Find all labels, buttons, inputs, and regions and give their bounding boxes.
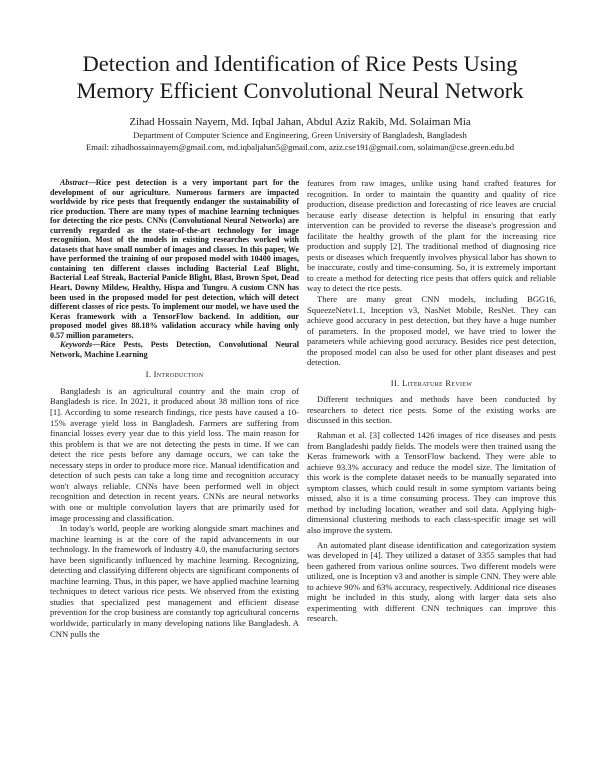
left-column — [50, 178, 299, 639]
literature-paragraph-2: Rahman et al. [3] collected 1426 images of rice diseases and pests from Bangladeshi paddy fields. The models were then trained using the Keras framework with a TensorFlow backend. They were able to achieve 93.3% accuracy and reduce the model size. The limitation of this work is the complete dataset needs to be manually separated into symptom classes, which could result in some symptom variants being missed, also it is a time consuming process. They can improve this method by including location, weather and soil data. Applying high-dimensional clustering methods to each class-specific image set will also improve the system. — [307, 430, 556, 535]
paper-title — [40, 50, 560, 104]
author-list: Zihad Hossain Nayem, Md. Iqbal Jahan, Abdul Aziz Rakib, Md. Solaiman Mia — [129, 116, 471, 128]
introduction-paragraph-4: There are many great CNN models, including BGG16, SqueezeNetv1.1, Inception v3, NasNet Mobile, ResNet. They can achieve good accuracy in pest detection, but they have a huge number of parameters. In the proposed model, we have tried to lower the parameters while achieving good accuracy. Besides rice pest detection, the proposed model can also be used for other plant diseases and pest detection. — [307, 294, 556, 368]
abstract-lead: Abstract — [60, 178, 88, 187]
abstract-text: —Rice pest detection is a very important part for the development of our agriculture. Numerous farmers are impacted worldwide by rice pests that frequently endanger the sustainability of rice production. There are many types of machine learning techniques for detecting the rice pests. CNNs (Convolutional Neural Networks) are currently regarded as the state-of-the-art technology for image recognition. Most of the models in existing researches worked with datasets that have small number of images and classes. In this paper, We have performed the training of our proposed model with 10400 images, containing ten different classes including Bacterial Leaf Blight, Bacterial Leaf Streak, Bacterial Panicle Blight, Blast, Brown Spot, Dead Heart, Downy Mildew, Healthy, Hispa and Tungro. A custom CNN has been used in the proposed model for pest detection, which will detect different classes of rice pests. To implement our model, we have used the Keras framework with a TensorFlow backend. In addition, our proposed model gives 88.18% validation accuracy while having only 0.57 million parameters. — [50, 178, 299, 340]
keywords-lead: Keywords — [60, 340, 93, 350]
introduction-heading: I. Introduction — [145, 369, 204, 380]
paper-title-line-1: Detection and Identification of Rice Pests Using — [82, 51, 518, 76]
literature-paragraph-1: Different techniques and methods have been conducted by researchers to detect rice pests. Some of the existing works are discussed in this section. — [307, 394, 556, 426]
literature-review-heading: II. Literature Review — [390, 377, 473, 388]
abstract — [50, 178, 299, 340]
introduction-paragraph-2: In today's world, people are working alongside smart machines and machine learning is at the core of the rapid advancements in our technology. In the framework of Industry 4.0, the manufacturing sectors have been significantly influenced by machine learning. Recognizing, detecting and classifying different objects are significant components of machine learning. Thus, in this paper, we have applied machine learning techniques to detect various rice pests. We observed from the existing studies that specialized pest management and efficient disease prevention for the crop business are constantly top agricultural concerns worldwide, particularly in many developing nations like Bangladesh. A CNN pulls the — [50, 523, 299, 639]
author-emails: Email: zihadhossainnayem@gmail.com, md.iqbaljahan5@gmail.com, aziz.cse191@gmail.com, solaiman@cse.green.edu.bd — [85, 142, 515, 152]
right-column — [307, 178, 556, 624]
introduction-paragraph-1: Bangladesh is an agricultural country and the main crop of Bangladesh is rice. In 2021, it produced about 38 million tons of rice [1]. According to some research findings, rice pests have caused a 10-15% average yield loss in Bangladesh. Farmers are suffering from financial losses every year due to this yield loss. The main reason for this problem is that we are not detecting the pests in time. If we can detect the rice pests before any damage occurs, we can take the necessary steps in order to produce more rice. Manual identification and detection of such pests can take a long time and recognition accuracy won't always reliable. CNNs have been performed well in object recognition and detection in recent years. CNNs are neural networks with one or multiple convolution layers that are primarily used for image processing and classification. — [50, 385, 299, 523]
author-affiliation: Department of Computer Science and Engineering, Green University of Bangladesh, Bangladesh — [133, 130, 467, 140]
introduction-paragraph-3: features from raw images, unlike using hand crafted features for recognition. In order to maintain the quantity and quality of rice production, disease prediction and forecasting of rice leaves are crucial because early disease detection is helpful in ensuring that early intervention can be provided to reverse the disease's progression and facilitate the healthy growth of the plant for the increasing rice production and supply [2]. The traditional method of diagnosing rice pests or diseases which frequently involves physical labor has shown to be inaccurate, costly and time-consuming. So, it is extremely important to create a method for detecting rice pests that offers quick and reliable way to detect the rice pests. — [307, 178, 556, 294]
literature-paragraph-3: An automated plant disease identification and categorization system was developed in [4]. They utilized a dataset of 3355 samples that had been gathered from various online sources. Two different models were utilized, one is Inception v3 and another is simple CNN. They were able to achieve 90% and 63% accuracy, respectively. Additional rice diseases might be included in this study, along with larger data sets also experimenting with different CNN techniques can improve this research. — [307, 539, 556, 624]
keywords-text: —Rice Pests, Pests Detection, Convolutional Neural Network, Machine Learning — [50, 340, 299, 359]
index-terms — [50, 340, 299, 359]
paper-title-line-2: Memory Efficient Convolutional Neural Network — [76, 78, 524, 103]
